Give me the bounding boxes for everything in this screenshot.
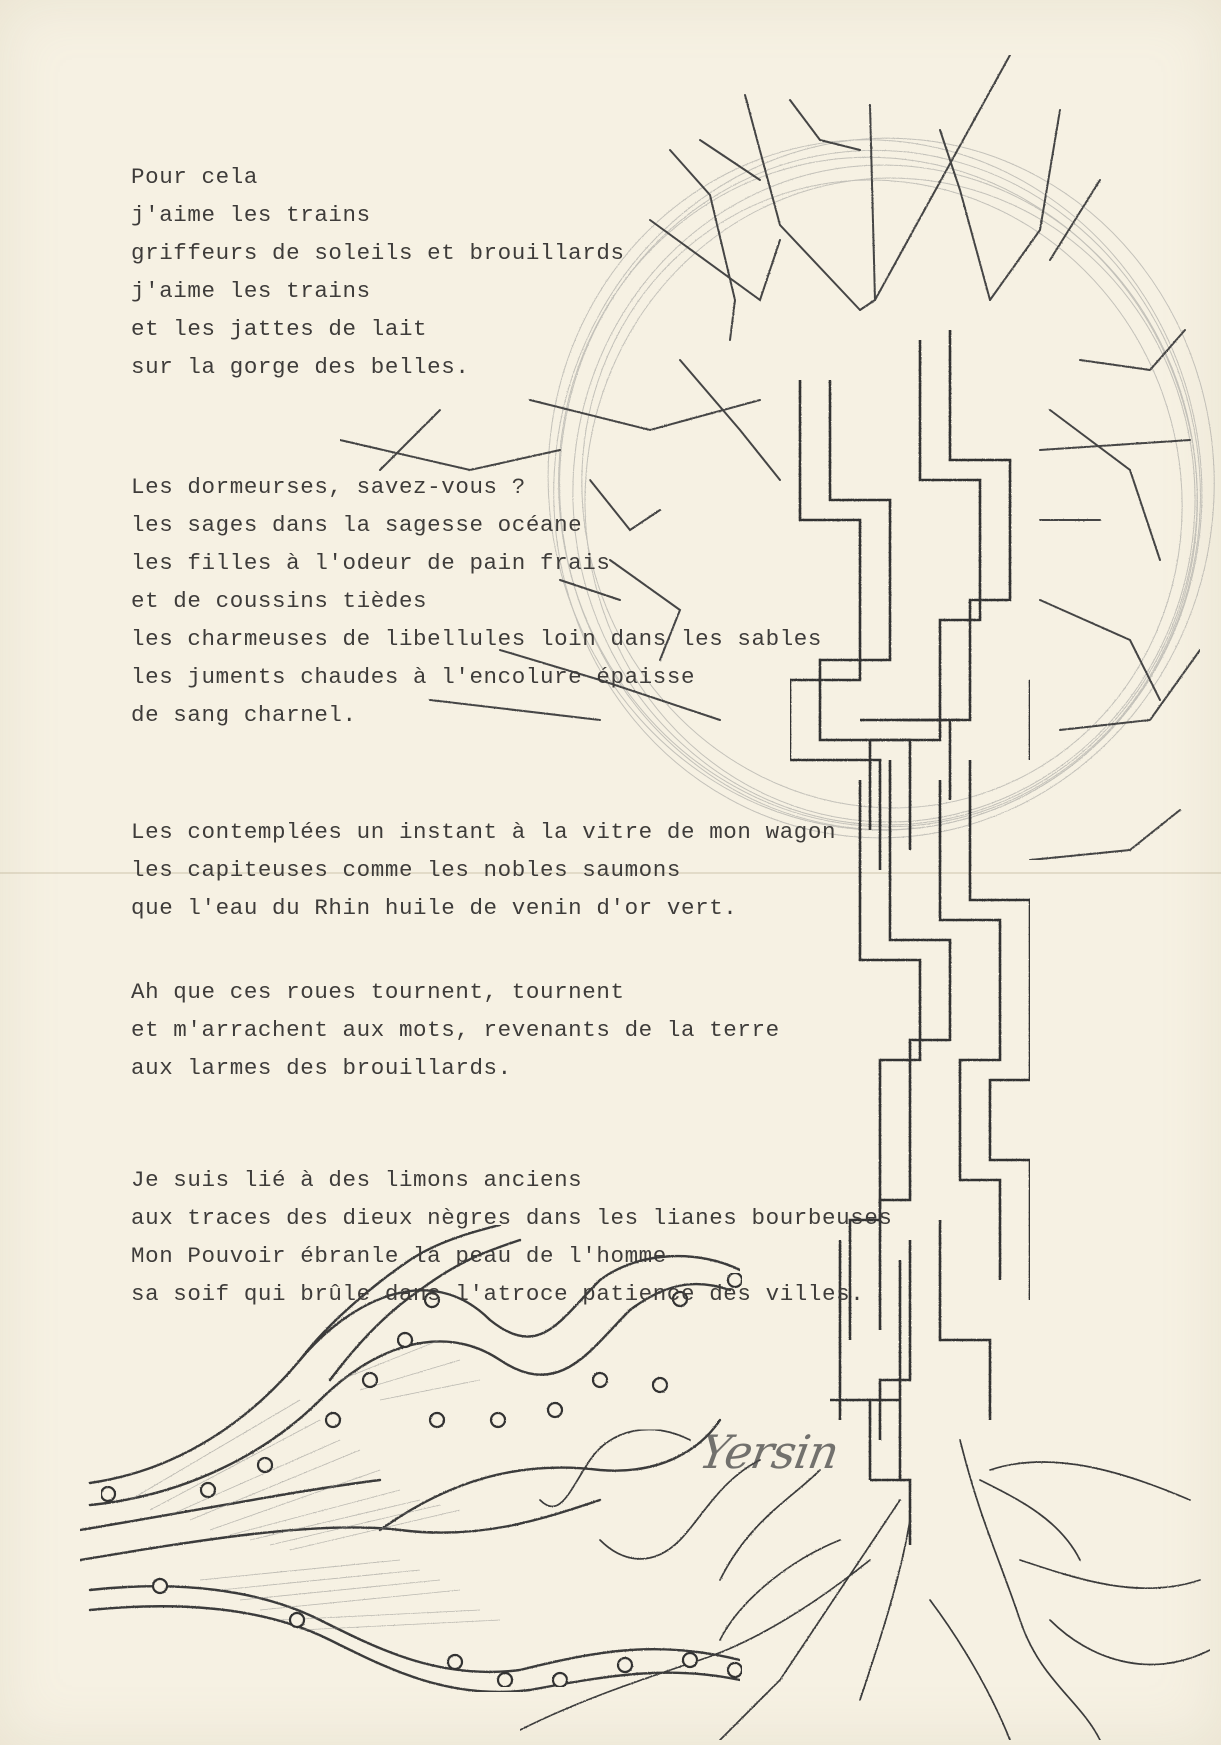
stanza-5 (131, 1161, 893, 1313)
poem-line: Je suis lié à des limons anciens (131, 1167, 583, 1193)
poem-line: de sang charnel. (131, 702, 357, 728)
poem-line: Mon Pouvoir ébranle la peau de l'homme (131, 1243, 667, 1269)
poem-line: j'aime les trains (131, 202, 371, 228)
poem-line: que l'eau du Rhin huile de venin d'or vert. (131, 895, 738, 921)
stanza-1 (131, 158, 625, 386)
poem-line: Pour cela (131, 164, 258, 190)
poem-line: j'aime les trains (131, 278, 371, 304)
poem-line: sa soif qui brûle dans l'atroce patience des villes. (131, 1281, 865, 1307)
tree-roots (520, 1430, 1210, 1740)
poem-line: aux larmes des brouillards. (131, 1055, 512, 1081)
artist-signature: Yersin (695, 1425, 843, 1479)
stanza-3 (131, 813, 836, 927)
poem-line: griffeurs de soleils et brouillards (131, 240, 625, 266)
stanza-4 (131, 973, 780, 1087)
poem-line: et de coussins tièdes (131, 588, 428, 614)
poem-line: Les contemplées un instant à la vitre de mon wagon (131, 819, 837, 845)
poem-line: et les jattes de lait (131, 316, 428, 342)
poem-line: les juments chaudes à l'encolure épaisse (131, 664, 696, 690)
poem-line: Ah que ces roues tournent, tournent (131, 979, 625, 1005)
poem-line: aux traces des dieux nègres dans les lianes bourbeuses (131, 1205, 893, 1231)
poem-line: et m'arrachent aux mots, revenants de la terre (131, 1017, 780, 1043)
poem-line: les filles à l'odeur de pain frais (131, 550, 611, 576)
poem-line: sur la gorge des belles. (131, 354, 470, 380)
stanza-2 (131, 468, 822, 734)
tree-trunk-tracks (790, 330, 1030, 1545)
poem-line: les sages dans la sagesse océane (131, 512, 583, 538)
poem-line: les capiteuses comme les nobles saumons (131, 857, 681, 883)
poem-line: Les dormeurses, savez-vous ? (131, 474, 526, 500)
poem-line: les charmeuses de libellules loin dans les sables (131, 626, 823, 652)
